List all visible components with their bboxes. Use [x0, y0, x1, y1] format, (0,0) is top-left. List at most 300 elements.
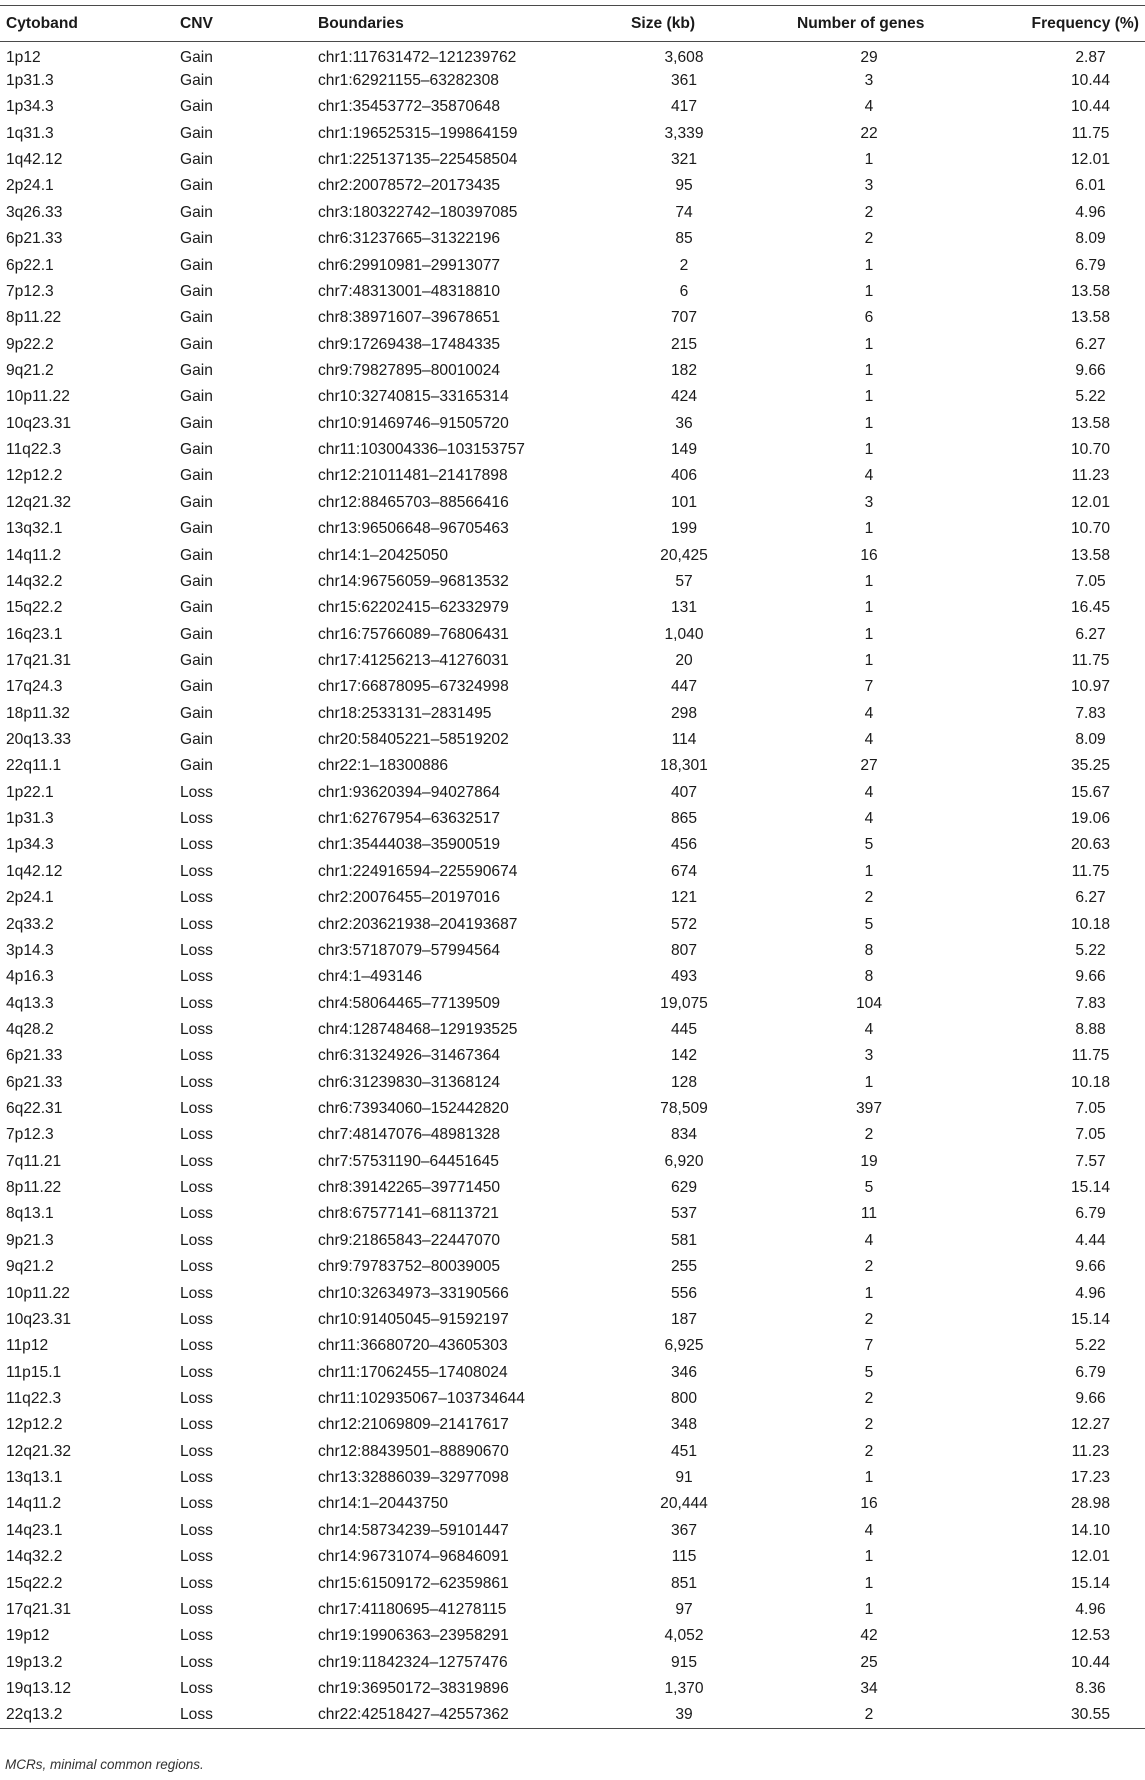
cell-frequency: 10.44 [1070, 72, 1111, 90]
table-row [0, 990, 1145, 1016]
cell-cytoband: 3q26.33 [6, 203, 63, 221]
cell-frequency: 11.23 [1071, 467, 1110, 485]
table-row [0, 226, 1145, 252]
table-row [0, 1096, 1145, 1122]
table-row [0, 727, 1145, 753]
cell-size: 629 [670, 1179, 698, 1197]
cell-size: 131 [670, 599, 698, 617]
cell-cytoband: 20q13.33 [6, 731, 72, 749]
cell-cytoband: 9q21.2 [6, 1258, 54, 1276]
table-row [0, 595, 1145, 621]
cell-cytoband: 17q21.31 [6, 651, 72, 669]
cell-cnv: Gain [180, 124, 213, 142]
cell-frequency: 20.63 [1070, 836, 1111, 854]
cell-cytoband: 15q22.2 [6, 599, 63, 617]
cell-frequency: 7.57 [1075, 1152, 1106, 1170]
cell-boundaries: chr19:11842324–12757476 [318, 1653, 508, 1671]
cell-size: 1,040 [664, 625, 704, 643]
cell-frequency: 11.75 [1071, 651, 1110, 669]
cell-genes: 1 [864, 651, 874, 669]
cell-cytoband: 7p12.3 [6, 1126, 54, 1144]
cell-genes: 1 [864, 441, 874, 459]
cell-size: 187 [670, 1310, 698, 1328]
cell-genes: 1 [864, 599, 874, 617]
cell-cnv: Loss [180, 1469, 213, 1487]
cell-cnv: Gain [180, 48, 213, 66]
table-row [0, 964, 1145, 990]
cell-frequency: 35.25 [1070, 757, 1111, 775]
cell-genes: 4 [864, 731, 874, 749]
cell-frequency: 13.58 [1070, 309, 1111, 327]
cell-boundaries: chr6:31237665–31322196 [318, 230, 501, 248]
cell-boundaries: chr1:93620394–94027864 [318, 783, 501, 801]
cell-boundaries: chr17:41256213–41276031 [318, 651, 509, 669]
cell-genes: 8 [864, 941, 874, 959]
cell-frequency: 6.79 [1075, 1363, 1106, 1381]
cell-frequency: 8.09 [1075, 230, 1106, 248]
cell-genes: 2 [864, 1442, 874, 1460]
cell-size: 39 [586, 1702, 752, 1728]
table-row [0, 516, 1145, 542]
cell-boundaries: chr17:66878095–67324998 [318, 678, 509, 696]
cell-genes: 5 [864, 836, 874, 854]
table-row [0, 1702, 1145, 1728]
cell-boundaries: chr2:203621938–204193687 [318, 915, 518, 933]
cell-cnv: Loss [180, 1126, 213, 1144]
cell-genes: 104 [855, 994, 883, 1012]
cell-frequency: 10.18 [1070, 915, 1111, 933]
cell-cytoband: 6q22.31 [6, 1100, 63, 1118]
cell-frequency: 12.27 [1070, 1416, 1111, 1434]
cell-genes: 397 [855, 1100, 883, 1118]
cell-cytoband: 1q42.12 [6, 862, 63, 880]
table-row [0, 1254, 1145, 1280]
table-row [0, 252, 1145, 278]
cell-cnv: Gain [180, 309, 213, 327]
table-row [0, 1175, 1145, 1201]
cell-frequency: 9.66 [1075, 1390, 1106, 1407]
cell-genes: 1 [864, 361, 874, 379]
cell-cnv: Loss [180, 1653, 213, 1671]
cell-cytoband: 4p16.3 [6, 968, 54, 986]
cell-size: 6,925 [664, 1337, 704, 1355]
cell-frequency: 5.22 [1075, 388, 1106, 406]
cell-size: 6,920 [664, 1152, 704, 1170]
cell-size: 572 [670, 915, 698, 933]
cell-size: 1,370 [664, 1679, 704, 1697]
cell-genes: 4 [864, 1521, 874, 1539]
cell-cytoband: 11q22.3 [6, 1390, 62, 1407]
cell-frequency: 4.96 [1075, 1284, 1106, 1302]
table-header [0, 6, 1145, 42]
cell-frequency: 28.98 [1070, 1495, 1111, 1513]
cell-cytoband: 17q24.3 [6, 678, 63, 696]
cell-boundaries: chr2:20078572–20173435 [318, 177, 501, 195]
cell-boundaries: chr10:32740815–33165314 [318, 388, 509, 406]
cell-size: 581 [670, 1231, 698, 1249]
cell-genes: 3 [864, 1047, 874, 1065]
table-row [0, 1676, 1145, 1702]
table-row [0, 780, 1145, 806]
table-row [0, 279, 1145, 305]
cell-cnv: Gain [180, 256, 213, 274]
cell-boundaries: chr15:62202415–62332979 [318, 599, 509, 617]
cell-cnv: Loss [180, 1310, 213, 1328]
cell-size: 101 [670, 493, 698, 511]
cell-boundaries: chr12:21011481–21417898 [318, 467, 508, 485]
table-row [0, 700, 1145, 726]
cell-size: 97 [675, 1600, 693, 1618]
cell-cnv: Loss [180, 1284, 213, 1302]
cell-boundaries: chr14:1–20443750 [318, 1495, 449, 1513]
cell-cnv: Loss [180, 1363, 213, 1381]
cell-cytoband: 19p13.2 [6, 1653, 63, 1671]
cell-cytoband: 12p12.2 [6, 1416, 63, 1434]
cell-cytoband: 9p21.3 [6, 1231, 54, 1249]
cell-cytoband: 8p11.22 [6, 309, 62, 327]
cell-boundaries: chr7:48147076–48981328 [318, 1126, 501, 1144]
cell-boundaries: chr1:35444038–35900519 [318, 836, 501, 854]
cell-boundaries: chr11:36680720–43605303 [318, 1337, 508, 1355]
cell-boundaries: chr20:58405221–58519202 [318, 731, 509, 749]
table-row [0, 1017, 1145, 1043]
table-row [0, 1623, 1145, 1649]
cell-cnv: Gain [180, 230, 213, 248]
cell-genes: 1 [864, 282, 874, 300]
cell-genes: 2 [864, 1390, 874, 1407]
cell-cnv: Gain [180, 599, 213, 617]
cell-genes: 1 [864, 625, 874, 643]
cell-genes: 4 [864, 1231, 874, 1249]
cell-cnv: Loss [180, 1390, 213, 1407]
cell-boundaries: chr14:96756059–96813532 [318, 572, 509, 590]
cell-frequency: 9.66 [1075, 361, 1106, 379]
cell-cytoband: 11p15.1 [6, 1363, 62, 1381]
cell-size: 6 [679, 282, 689, 300]
cell-cytoband: 1q42.12 [6, 151, 63, 169]
cell-size: 114 [671, 731, 697, 749]
cell-boundaries: chr14:58734239–59101447 [318, 1521, 509, 1539]
table-row [0, 1280, 1145, 1306]
cell-frequency: 5.22 [1075, 1337, 1106, 1355]
cell-cnv: Loss [180, 1495, 213, 1513]
cell-genes: 2 [864, 1258, 874, 1276]
cell-boundaries: chr11:102935067–103734644 [318, 1390, 525, 1407]
header-boundaries: Boundaries [318, 6, 586, 42]
cell-cnv: Loss [180, 1627, 213, 1645]
table-row [0, 437, 1145, 463]
cell-cytoband: 4q13.3 [6, 994, 54, 1012]
cell-boundaries: chr11:103004336–103153757 [318, 441, 525, 459]
cell-boundaries: chr9:79783752–80039005 [318, 1258, 501, 1276]
cell-cnv: Loss [180, 915, 213, 933]
table-row [0, 305, 1145, 331]
cell-size: 3,608 [664, 48, 704, 66]
cell-size: 915 [670, 1653, 698, 1671]
cell-cytoband: 6p21.33 [6, 230, 63, 248]
cell-size: 91 [675, 1469, 693, 1487]
table-row [0, 411, 1145, 437]
table-row [0, 1597, 1145, 1623]
cell-cnv: Gain [180, 177, 213, 195]
cell-size: 447 [670, 678, 698, 696]
cell-size: 142 [670, 1047, 698, 1065]
cell-frequency: 6.27 [1075, 889, 1106, 907]
table-row [0, 1518, 1145, 1544]
cell-boundaries: chr8:38971607–39678651 [318, 309, 501, 327]
cell-boundaries: chr8:67577141–68113721 [318, 1205, 499, 1223]
table-row [0, 1359, 1145, 1385]
cell-boundaries: chr1:62767954–63632517 [318, 810, 501, 828]
cell-cytoband: 15q22.2 [6, 1574, 63, 1592]
mcr-table [0, 5, 1145, 1729]
cell-cytoband: 10p11.22 [6, 1284, 70, 1302]
cell-cytoband: 14q32.2 [6, 1548, 63, 1566]
cell-size: 493 [670, 968, 698, 986]
cell-genes: 42 [860, 1627, 878, 1645]
cell-frequency: 2.87 [1075, 48, 1106, 66]
header-size: Size (kb) [586, 6, 752, 42]
cell-boundaries: chr19:36950172–38319896 [318, 1679, 509, 1697]
cell-cytoband: 22q13.2 [0, 1702, 180, 1728]
cell-boundaries: chr6:73934060–152442820 [318, 1100, 509, 1118]
cell-size: 36 [675, 414, 693, 432]
cell-genes: 1 [864, 1284, 874, 1302]
cell-cnv: Loss [180, 1702, 318, 1728]
cell-cnv: Gain [180, 467, 213, 485]
table-row [0, 1122, 1145, 1148]
table-row [0, 42, 1145, 68]
cell-boundaries: chr19:19906363–23958291 [318, 1627, 509, 1645]
cell-genes: 11 [860, 1205, 878, 1223]
cell-size: 255 [670, 1258, 698, 1276]
cell-cnv: Loss [180, 1047, 213, 1065]
cell-cnv: Gain [180, 572, 213, 590]
table-row [0, 1544, 1145, 1570]
cell-genes: 3 [864, 177, 874, 195]
cell-cytoband: 2p24.1 [6, 889, 54, 907]
cell-boundaries: chr15:61509172–62359861 [318, 1574, 509, 1592]
cell-cytoband: 3p14.3 [6, 941, 54, 959]
table-row [0, 674, 1145, 700]
table-row [0, 542, 1145, 568]
cell-cnv: Loss [180, 1574, 213, 1592]
cell-frequency: 10.18 [1070, 1073, 1111, 1091]
cell-size: 451 [670, 1442, 698, 1460]
cell-cytoband: 1q31.3 [6, 124, 54, 142]
cell-boundaries: chr1:117631472–121239762 [318, 48, 517, 66]
cell-genes: 6 [864, 309, 874, 327]
cell-cytoband: 11q22.3 [6, 441, 62, 459]
cell-frequency: 13.58 [1070, 546, 1111, 564]
cell-cytoband: 19q13.12 [6, 1679, 72, 1697]
cell-frequency: 9.66 [1075, 968, 1106, 986]
cell-genes: 34 [860, 1679, 878, 1697]
cell-genes: 4 [864, 704, 874, 722]
table-row [0, 806, 1145, 832]
cell-cnv: Gain [180, 388, 213, 406]
table-row [0, 859, 1145, 885]
cell-genes: 22 [860, 124, 878, 142]
cell-cnv: Gain [180, 361, 213, 379]
cell-cytoband: 17q21.31 [6, 1600, 72, 1618]
cell-cytoband: 11p12 [6, 1337, 49, 1355]
cell-cytoband: 12q21.32 [6, 493, 72, 511]
cell-size: 2 [679, 256, 689, 274]
cell-boundaries: chr4:58064465–77139509 [318, 994, 501, 1012]
cell-cnv: Loss [180, 1100, 213, 1118]
cell-cytoband: 14q11.2 [6, 1495, 62, 1513]
table-row [0, 1412, 1145, 1438]
cell-cnv: Loss [180, 889, 213, 907]
cell-cytoband: 1p31.3 [6, 810, 54, 828]
cell-frequency: 7.05 [1075, 572, 1106, 590]
cell-size: 57 [675, 572, 693, 590]
cell-frequency: 7.05 [1075, 1126, 1106, 1144]
cell-genes: 1 [864, 1600, 874, 1618]
cell-size: 298 [670, 704, 698, 722]
cell-cnv: Gain [180, 203, 213, 221]
cell-cnv: Loss [180, 994, 213, 1012]
cell-frequency: 9.66 [1075, 1258, 1106, 1276]
table-row [0, 68, 1145, 94]
cell-genes: 2 [752, 1702, 966, 1728]
cell-cnv: Gain [180, 493, 213, 511]
table-row [0, 938, 1145, 964]
cell-cytoband: 18p11.32 [6, 704, 70, 722]
cell-frequency: 15.67 [1070, 783, 1111, 801]
cell-genes: 8 [864, 968, 874, 986]
cell-genes: 2 [864, 1126, 874, 1144]
table-row [0, 753, 1145, 779]
cell-frequency: 10.44 [1070, 1653, 1111, 1671]
table-row [0, 121, 1145, 147]
cell-cytoband: 14q11.2 [6, 546, 62, 564]
cell-boundaries: chr14:1–20425050 [318, 546, 449, 564]
cell-frequency: 11.75 [1071, 124, 1110, 142]
cell-boundaries: chr11:17062455–17408024 [318, 1363, 508, 1381]
cell-frequency: 10.97 [1070, 678, 1111, 696]
cell-cnv: Gain [180, 335, 213, 353]
cell-frequency: 12.01 [1070, 1548, 1111, 1566]
cell-boundaries: chr8:39142265–39771450 [318, 1179, 501, 1197]
cell-cytoband: 9q21.2 [6, 361, 54, 379]
table-row [0, 832, 1145, 858]
cell-boundaries: chr22:42518427–42557362 [318, 1702, 586, 1728]
cell-cytoband: 14q23.1 [6, 1521, 63, 1539]
header-row [0, 6, 1145, 42]
cell-genes: 7 [864, 678, 874, 696]
cell-size: 674 [670, 862, 698, 880]
cell-genes: 2 [864, 203, 874, 221]
cell-cytoband: 7p12.3 [6, 282, 54, 300]
cell-cnv: Loss [180, 1179, 213, 1197]
cell-size: 215 [670, 335, 698, 353]
cell-frequency: 15.14 [1070, 1179, 1111, 1197]
cell-genes: 5 [864, 1179, 874, 1197]
cell-genes: 7 [864, 1337, 874, 1355]
cell-size: 199 [670, 520, 698, 538]
cell-frequency: 8.88 [1075, 1020, 1106, 1038]
cell-cnv: Gain [180, 151, 213, 169]
table-row [0, 1228, 1145, 1254]
cell-cnv: Gain [180, 731, 213, 749]
table-row [0, 1333, 1145, 1359]
cell-cytoband: 22q11.1 [6, 757, 62, 775]
cell-cytoband: 19p12 [6, 1627, 50, 1645]
cell-frequency: 13.58 [1070, 282, 1111, 300]
cell-boundaries: chr3:180322742–180397085 [318, 203, 518, 221]
table-row [0, 1570, 1145, 1596]
cell-frequency: 7.05 [1075, 1100, 1106, 1118]
cell-genes: 5 [864, 1363, 874, 1381]
cell-boundaries: chr10:91405045–91592197 [318, 1310, 509, 1328]
cell-cnv: Gain [180, 704, 213, 722]
cell-cnv: Gain [180, 757, 213, 775]
table-row [0, 331, 1145, 357]
cell-size: 834 [670, 1126, 698, 1144]
cell-cytoband: 10p11.22 [6, 388, 70, 406]
cell-cnv: Gain [180, 282, 213, 300]
cell-size: 20,444 [660, 1495, 708, 1513]
cell-cnv: Loss [180, 1073, 213, 1091]
table-footnote: MCRs, minimal common regions. [5, 1757, 204, 1772]
table-row [0, 621, 1145, 647]
cell-genes: 16 [860, 546, 878, 564]
cell-genes: 5 [864, 915, 874, 933]
cell-cnv: Gain [180, 651, 213, 669]
cell-cnv: Gain [180, 414, 213, 432]
cell-frequency: 30.55 [966, 1702, 1145, 1728]
cell-cnv: Loss [180, 1416, 213, 1434]
table-row [0, 490, 1145, 516]
cell-size: 128 [670, 1073, 698, 1091]
cell-genes: 4 [864, 1020, 874, 1038]
table-row [0, 1043, 1145, 1069]
header-genes: Number of genes [752, 6, 966, 42]
cell-boundaries: chr22:1–18300886 [318, 757, 449, 775]
cell-cnv: Loss [180, 1548, 213, 1566]
table-row [0, 147, 1145, 173]
cell-size: 95 [675, 177, 693, 195]
cell-boundaries: chr12:88465703–88566416 [318, 493, 509, 511]
cell-boundaries: chr16:75766089–76806431 [318, 625, 509, 643]
cell-boundaries: chr1:196525315–199864159 [318, 124, 518, 142]
cell-frequency: 7.83 [1075, 994, 1106, 1012]
cell-frequency: 15.14 [1070, 1574, 1111, 1592]
cell-cnv: Loss [180, 862, 213, 880]
cell-genes: 1 [864, 414, 874, 432]
cell-size: 367 [670, 1521, 698, 1539]
cell-frequency: 11.75 [1071, 862, 1110, 880]
table-row [0, 1465, 1145, 1491]
cell-size: 407 [670, 783, 698, 801]
cell-cnv: Loss [180, 1231, 213, 1249]
cell-cytoband: 12p12.2 [6, 467, 63, 485]
cell-genes: 4 [864, 783, 874, 801]
cell-size: 4,052 [664, 1627, 704, 1645]
cell-cnv: Gain [180, 678, 213, 696]
cell-boundaries: chr12:21069809–21417617 [318, 1416, 509, 1434]
cell-genes: 4 [864, 810, 874, 828]
cell-size: 424 [670, 388, 698, 406]
cell-frequency: 6.79 [1075, 256, 1106, 274]
table-row [0, 1649, 1145, 1675]
cell-size: 74 [675, 203, 693, 221]
cell-genes: 1 [864, 862, 874, 880]
cell-genes: 3 [864, 72, 874, 90]
cell-cnv: Gain [180, 625, 213, 643]
